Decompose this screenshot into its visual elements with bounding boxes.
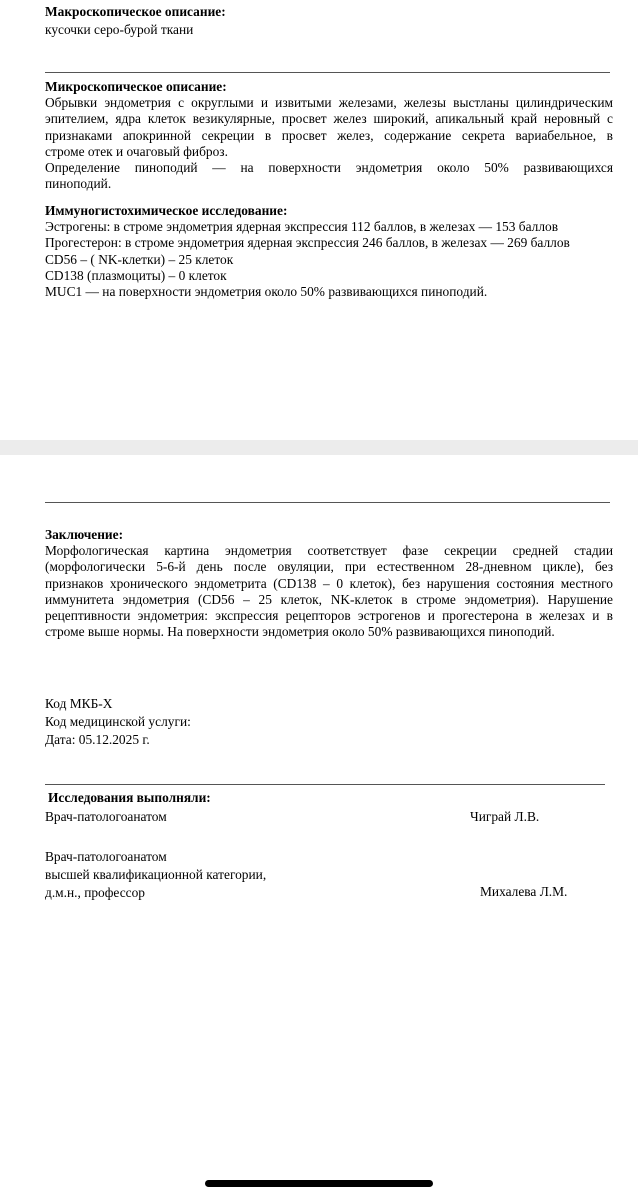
ihc-line: Эстрогены: в строме эндометрия ядерная экспрессия 112 баллов, в железах — 153 баллов (45, 219, 559, 235)
doctor2-name: Михалева Л.М. (480, 884, 568, 899)
micro-line: Определение пиноподий — на поверхности эндометрия около 50% развивающихся (45, 160, 613, 176)
report-page-top (0, 0, 638, 440)
macro-heading: Макроскопическое описание: (45, 4, 226, 19)
conclusion-line: иммунитета эндометрия (CD56 – 25 клеток, NK-клеток в строме эндометрия). Нарушение (45, 591, 613, 607)
ihc-line: CD138 (плазмоциты) – 0 клеток (45, 267, 227, 283)
report-date: Дата: 05.12.2025 г. (45, 732, 150, 747)
ihc-line: Прогестерон: в строме эндометрия ядерная экспрессия 246 баллов, в железах — 269 баллов (45, 235, 570, 251)
micro-heading: Микроскопическое описание: (45, 79, 227, 94)
performed-heading-wrap (48, 790, 616, 806)
conclusion-line: рецептивности эндометрия: экспрессия рецепторов эстрогенов и прогестерона в железах и в (45, 608, 613, 624)
doctor1-name: Чиграй Л.В. (470, 809, 540, 824)
micro-line: строме отек и очаговый фиброз. (45, 143, 228, 159)
ihc-heading: Иммуногистохимическое исследование: (45, 203, 288, 218)
doctor2-title-line: Врач-патологоанатом (45, 849, 167, 864)
report-page-bottom (0, 455, 638, 1200)
conclusion-line: Морфологическая картина эндометрия соответствует фазе секреции средней стадии (45, 543, 613, 559)
ihc-line: CD56 – ( NK-клетки) – 25 клеток (45, 251, 234, 267)
conclusion-heading: Заключение: (45, 527, 124, 542)
divider-line (45, 784, 605, 785)
conclusion-line: строме выше нормы. На поверхности эндометрия около 50% развивающихся пиноподий. (45, 624, 555, 640)
divider-line (45, 502, 610, 503)
macro-text: кусочки серо-бурой ткани (45, 22, 194, 38)
home-indicator[interactable] (205, 1180, 433, 1187)
conclusion-section (45, 527, 613, 640)
page-separator (0, 440, 638, 455)
micro-line: Обрывки эндометрия с округлыми и извитыми железами, железы выстланы цилиндрическим (45, 95, 613, 111)
micro-line: пиноподий. (45, 176, 112, 192)
micro-section (45, 79, 613, 192)
ihc-section (45, 203, 613, 300)
micro-line: эпителием, ядра клеток везикулярные, просвет желез широкий, апикальный край неровный с (45, 111, 613, 127)
service-code: Код медицинской услуги: (45, 714, 191, 729)
divider-line (45, 72, 610, 73)
doctor2-title-line: д.м.н., профессор (45, 885, 145, 900)
conclusion-line: признаков хронического эндометрита (CD138 – 0 клеток), без нарушения состояния местного (45, 575, 613, 591)
doctor1-title: Врач-патологоанатом (45, 809, 167, 824)
icd-code: Код МКБ-Х (45, 696, 113, 711)
doctor2-title-line: высшей квалификационной категории, (45, 867, 267, 882)
macro-section (45, 4, 613, 38)
conclusion-line: (морфологически 5-6-й день после овуляции, при естественном 28-дневном цикле), без (45, 559, 613, 575)
performed-heading: Исследования выполняли: (48, 790, 211, 805)
ihc-line: MUC1 — на поверхности эндометрия около 50% развивающихся пиноподий. (45, 284, 488, 300)
codes-section (45, 695, 613, 749)
micro-line: признаками апокринной секреции в просвет желез, содержание секрета вариабельное, в (45, 127, 613, 143)
